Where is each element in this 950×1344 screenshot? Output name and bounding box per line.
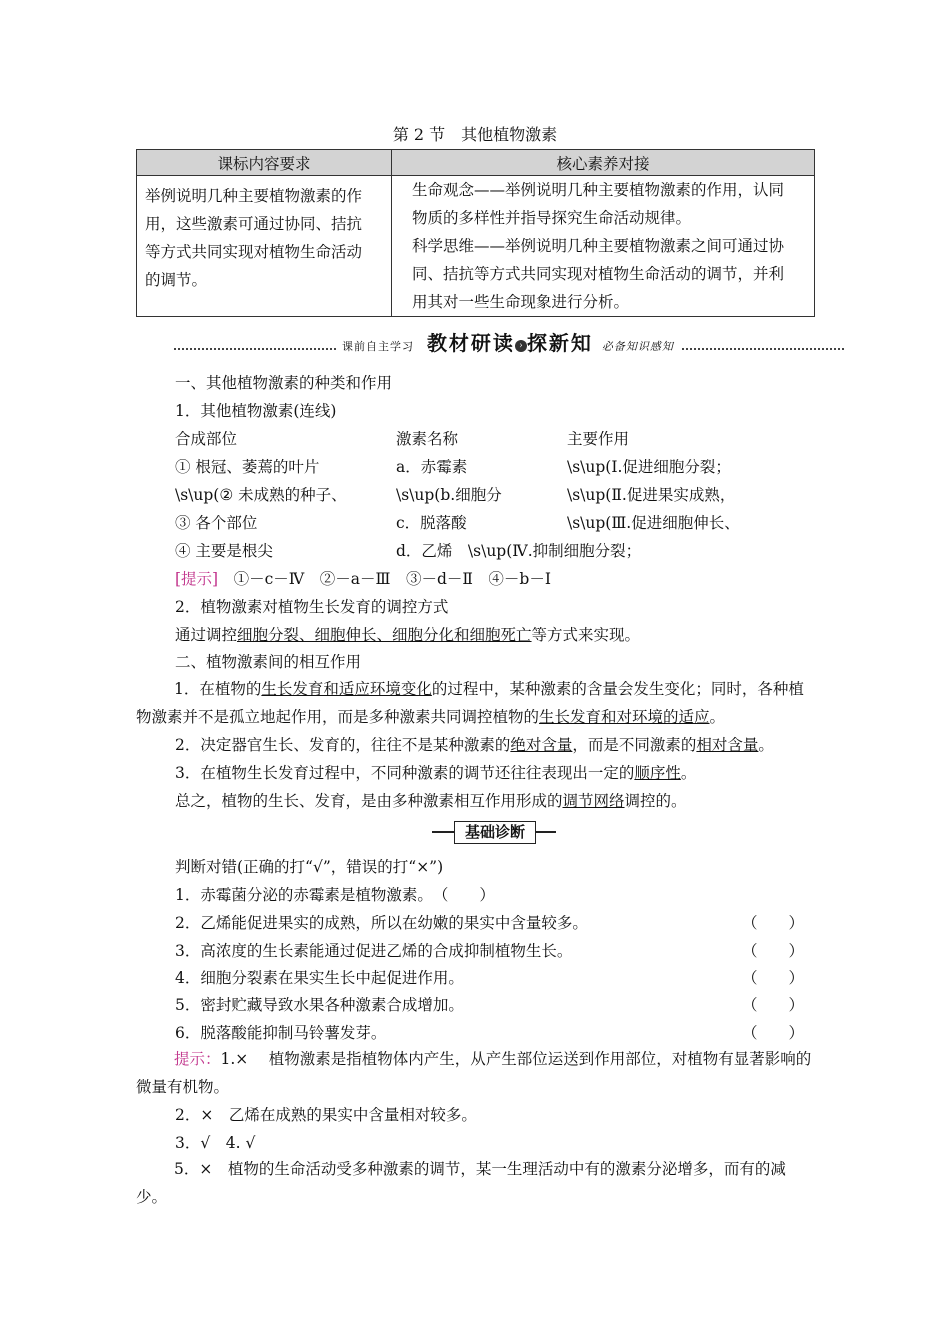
match-item: ① 根冠、萎蔫的叶片 [175,458,320,476]
text: 1．在植物的 [174,680,262,698]
underlined-text: 生长发育和对环境的适应 [539,708,710,726]
underlined-text: 生长发育和适应环境变化 [261,680,432,698]
question-6: 6．脱落酸能抑制马铃薯发芽。 [175,1024,387,1042]
cell-line: 同、拮抗等方式共同实现对植物生命活动的调节，并利 [412,265,785,283]
section-heading: 二、植物激素间的相互作用 [175,653,362,671]
text: 2．决定器官生长、发育的，往往不是某种激素的 [175,736,511,754]
paragraph [175,761,696,783]
match-item: d．乙烯 \s\up(Ⅳ.抑制细胞分裂； [396,542,642,560]
underlined-text: 相对含量 [696,736,759,754]
text: 1.× 植物激素是指植物体内产生，从产生部位运送到作用部位，对植物有显著影响的微量有机物。 [136,1050,812,1096]
cell-line: 用其对一些生命现象进行分析。 [412,293,630,311]
diagnosis-title-box [432,820,556,844]
column-label: 主要作用 [567,430,630,448]
match-item: \s\up(b.细胞分 [396,486,502,504]
section-heading: 一、其他植物激素的种类和作用 [175,374,393,392]
text: 。 [709,708,726,726]
answer-1 [136,1045,816,1101]
hint-line [175,567,551,589]
standards-cell [137,176,392,317]
match-item: ④ 主要是根尖 [175,542,273,560]
banner-main-a: 教材研读 [426,331,515,355]
hint-text: ①－c－Ⅳ ②－a－Ⅲ ③－d－Ⅱ ④－b－Ⅰ [218,570,551,588]
table-header-standards: 课标内容要求 [137,150,392,176]
title-rule-left [432,831,454,833]
cell-line: 用，这些激素可通过协同、拮抗 [145,215,363,233]
match-item: \s\up(Ⅲ.促进细胞伸长、 [567,514,740,532]
answer-blank: （ ） [742,942,805,960]
table-header-competencies: 核心素养对接 [392,150,815,176]
text: 通过调控 [175,626,238,644]
answer-blank: （ ） [742,969,805,987]
cell-line: 科学思维——举例说明几种主要植物激素之间可通过协 [412,237,785,255]
text: 。 [680,764,697,782]
text: 3．在植物生长发育过程中，不同种激素的调节还往往表现出一定的 [175,764,635,782]
match-item: ③ 各个部位 [175,514,258,532]
cell-line: 物质的多样性并指导探究生命活动规律。 [412,209,692,227]
match-item: \s\up(Ⅰ.促进细胞分裂； [567,458,731,476]
title-rule-right [534,831,556,833]
banner-main-b: 探新知 [526,331,593,355]
match-item: c．脱落酸 [396,514,467,532]
match-item: \s\up(② 未成熟的种子、 [175,486,347,504]
text: 。 [758,736,774,754]
underlined-text: 顺序性 [634,764,681,782]
page-title: 第 2 节 其他植物激素 [392,125,558,144]
question-5: 5．密封贮藏导致水果各种激素合成增加。 [175,996,464,1014]
text: 调控的。 [624,792,687,810]
text: 等方式来实现。 [531,626,641,644]
answer-blank: （ ） [742,1024,805,1042]
underlined-text: 绝对含量 [510,736,573,754]
section-banner [174,327,844,353]
answer-5: 5．× 植物的生命活动受多种激素的调节，某一生理活动中有的激素分泌增多，而有的减少。 [136,1160,786,1206]
answer-3-4: 3．√ 4. √ [175,1134,256,1152]
underlined-text: 调节网络 [562,792,625,810]
cell-line: 举例说明几种主要植物激素的作 [145,187,363,205]
answer-2: 2．× 乙烯在成熟的果实中含量相对较多。 [175,1106,477,1124]
question-4: 4．细胞分裂素在果实生长中起促进作用。 [175,969,464,987]
text: 的过程中，某种激素的含量会发生变化；同时，各种植物激素并不是孤立地起作用，而是多种激素共同调控植物的 [136,680,804,726]
question-3: 3．高浓度的生长素能通过促进乙烯的合成抑制植物生长。 [175,942,573,960]
competencies-cell [392,176,815,317]
answer-blank: （ ） [742,996,805,1014]
arrow-circle-icon: › [515,340,527,352]
cell-line: 的调节。 [145,271,208,289]
question-2: 2．乙烯能促进果实的成熟，所以在幼嫩的果实中含量较多。 [175,914,588,932]
paragraph [175,623,640,645]
underlined-text: 细胞分裂、细胞伸长、细胞分化和细胞死亡 [237,626,532,644]
diagnosis-title: 基础诊断 [454,821,536,844]
subheading: 1．其他植物激素(连线) [175,402,337,420]
instructions: 判断对错(正确的打“√”，错误的打“×”) [175,858,444,876]
text: ，而是不同激素的 [572,736,697,754]
subheading: 2．植物激素对植物生长发育的调控方式 [175,598,449,616]
paragraph [175,733,774,755]
banner-left-label: 课前自主学习 [342,340,414,353]
standards-table [136,149,815,317]
paragraph [136,675,816,731]
answer-blank: （ ） [742,914,805,932]
column-label: 合成部位 [175,430,238,448]
cell-line: 生命观念——举例说明几种主要植物激素的作用，认同 [412,181,785,199]
paragraph [175,789,687,811]
question-1: 1．赤霉菌分泌的赤霉素是植物激素。 （ ） [175,886,495,904]
column-label: 激素名称 [396,430,459,448]
hint-label: [提示] [175,570,219,588]
text: 总之，植物的生长、发育，是由多种激素相互作用形成的 [175,792,563,810]
cell-line: 等方式共同实现对植物生命活动 [145,243,363,261]
answer-label: 提示： [174,1050,221,1068]
match-item: \s\up(Ⅱ.促进果实成熟， [567,486,736,504]
banner-right-label: 必备知识感知 [601,340,674,353]
match-item: a．赤霉素 [396,458,468,476]
